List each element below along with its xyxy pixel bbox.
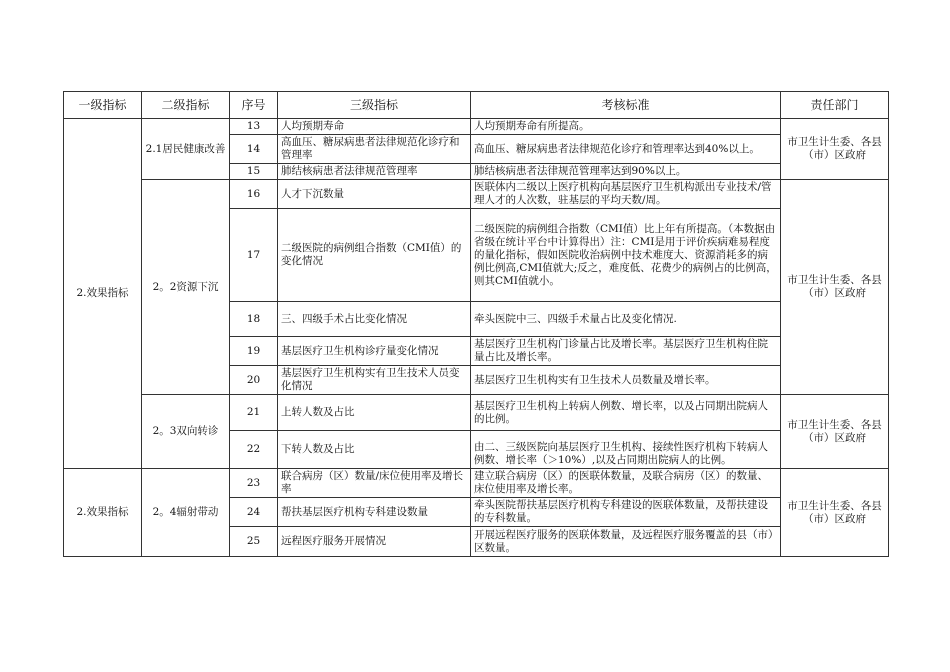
indicator-cell: 人均预期寿命 [278,119,471,135]
indicator-table [63,91,889,557]
level2-cell: 2.1居民健康改善 [142,119,230,180]
standard-cell: 基层医疗卫生机构上转病人例数、增长率，以及占同期出院病人的比例。 [471,395,781,431]
indicator-cell: 肺结核病患者法律规范管理率 [278,164,471,180]
header-department: 责任部门 [781,92,889,119]
department-cell: 市卫生计生委、各县（市）区政府 [781,119,889,180]
number-cell: 14 [230,135,278,164]
indicator-cell: 下转人数及占比 [278,431,471,469]
standard-cell: 开展远程医疗服务的医联体数量，及远程医疗服务覆盖的县（市）区数量。 [471,527,781,557]
standard-cell: 牵头医院中三、四级手术量占比及变化情况. [471,302,781,337]
indicator-cell: 二级医院的病例组合指数（CMI值）的变化情况 [278,209,471,302]
department-cell: 市卫生计生委、各县（市）区政府 [781,395,889,469]
level2-cell: 2。3双向转诊 [142,395,230,469]
indicator-cell: 人才下沉数量 [278,180,471,209]
level1-cell: 2.效果指标 [64,119,142,469]
table-row [64,119,889,135]
table-header-row [64,92,889,119]
standard-cell: 建立联合病房（区）的医联体数量，及联合病房（区）的数量、床位使用率及增长率。 [471,469,781,498]
number-cell: 19 [230,337,278,366]
indicator-cell: 远程医疗服务开展情况 [278,527,471,557]
indicator-cell: 上转人数及占比 [278,395,471,431]
level2-cell: 2。4辐射带动 [142,469,230,557]
number-cell: 20 [230,366,278,395]
header-number: 序号 [230,92,278,119]
number-cell: 22 [230,431,278,469]
header-level1: 一级指标 [64,92,142,119]
level2-cell: 2。2资源下沉 [142,180,230,395]
number-cell: 15 [230,164,278,180]
indicator-cell: 帮扶基层医疗机构专科建设数量 [278,498,471,527]
number-cell: 24 [230,498,278,527]
standard-cell: 二级医院的病例组合指数（CMI值）比上年有所提高。（本数据由省级在统计平台中计算得出）注：CMI是用于评价疾病难易程度的量化指标，假如医院收治病例中技术难度大、资源消耗多的病例比例高,CMI值就大;反之，难度低、花费少的病例占的比例高，则其CMI值就小。 [471,209,781,302]
indicator-cell: 基层医疗卫生机构诊疗量变化情况 [278,337,471,366]
standard-cell: 高血压、糖尿病患者法律规范化诊疗和管理率达到40%以上。 [471,135,781,164]
number-cell: 16 [230,180,278,209]
number-cell: 25 [230,527,278,557]
number-cell: 23 [230,469,278,498]
header-level2: 二级指标 [142,92,230,119]
indicator-cell: 基层医疗卫生机构实有卫生技术人员变化情况 [278,366,471,395]
header-standard: 考核标准 [471,92,781,119]
standard-cell: 医联体内二级以上医疗机构向基层医疗卫生机构派出专业技术/管理人才的人次数，驻基层的平均天数/周。 [471,180,781,209]
indicator-cell: 三、四级手术占比变化情况 [278,302,471,337]
standard-cell: 肺结核病患者法律规范管理率达到90%以上。 [471,164,781,180]
level1-cell: 2.效果指标 [64,469,142,557]
number-cell: 18 [230,302,278,337]
table-row [64,395,889,431]
number-cell: 13 [230,119,278,135]
standard-cell: 牵头医院帮扶基层医疗机构专科建设的医联体数量，及帮扶建设的专科数量。 [471,498,781,527]
standard-cell: 基层医疗卫生机构实有卫生技术人员数量及增长率。 [471,366,781,395]
number-cell: 21 [230,395,278,431]
department-cell: 市卫生计生委、各县（市）区政府 [781,469,889,557]
standard-cell: 基层医疗卫生机构门诊量占比及增长率。基层医疗卫生机构住院量占比及增长率。 [471,337,781,366]
header-level3: 三级指标 [278,92,471,119]
standard-cell: 由二、三级医院向基层医疗卫生机构、接续性医疗机构下转病人例数、增长率（＞10%）,以及占同期出院病人的比例。 [471,431,781,469]
indicator-cell: 联合病房（区）数量/床位使用率及增长率 [278,469,471,498]
number-cell: 17 [230,209,278,302]
table-row [64,469,889,498]
department-cell: 市卫生计生委、各县（市）区政府 [781,180,889,395]
indicator-cell: 高血压、糖尿病患者法律规范化诊疗和管理率 [278,135,471,164]
table-row [64,180,889,209]
standard-cell: 人均预期寿命有所提高。 [471,119,781,135]
